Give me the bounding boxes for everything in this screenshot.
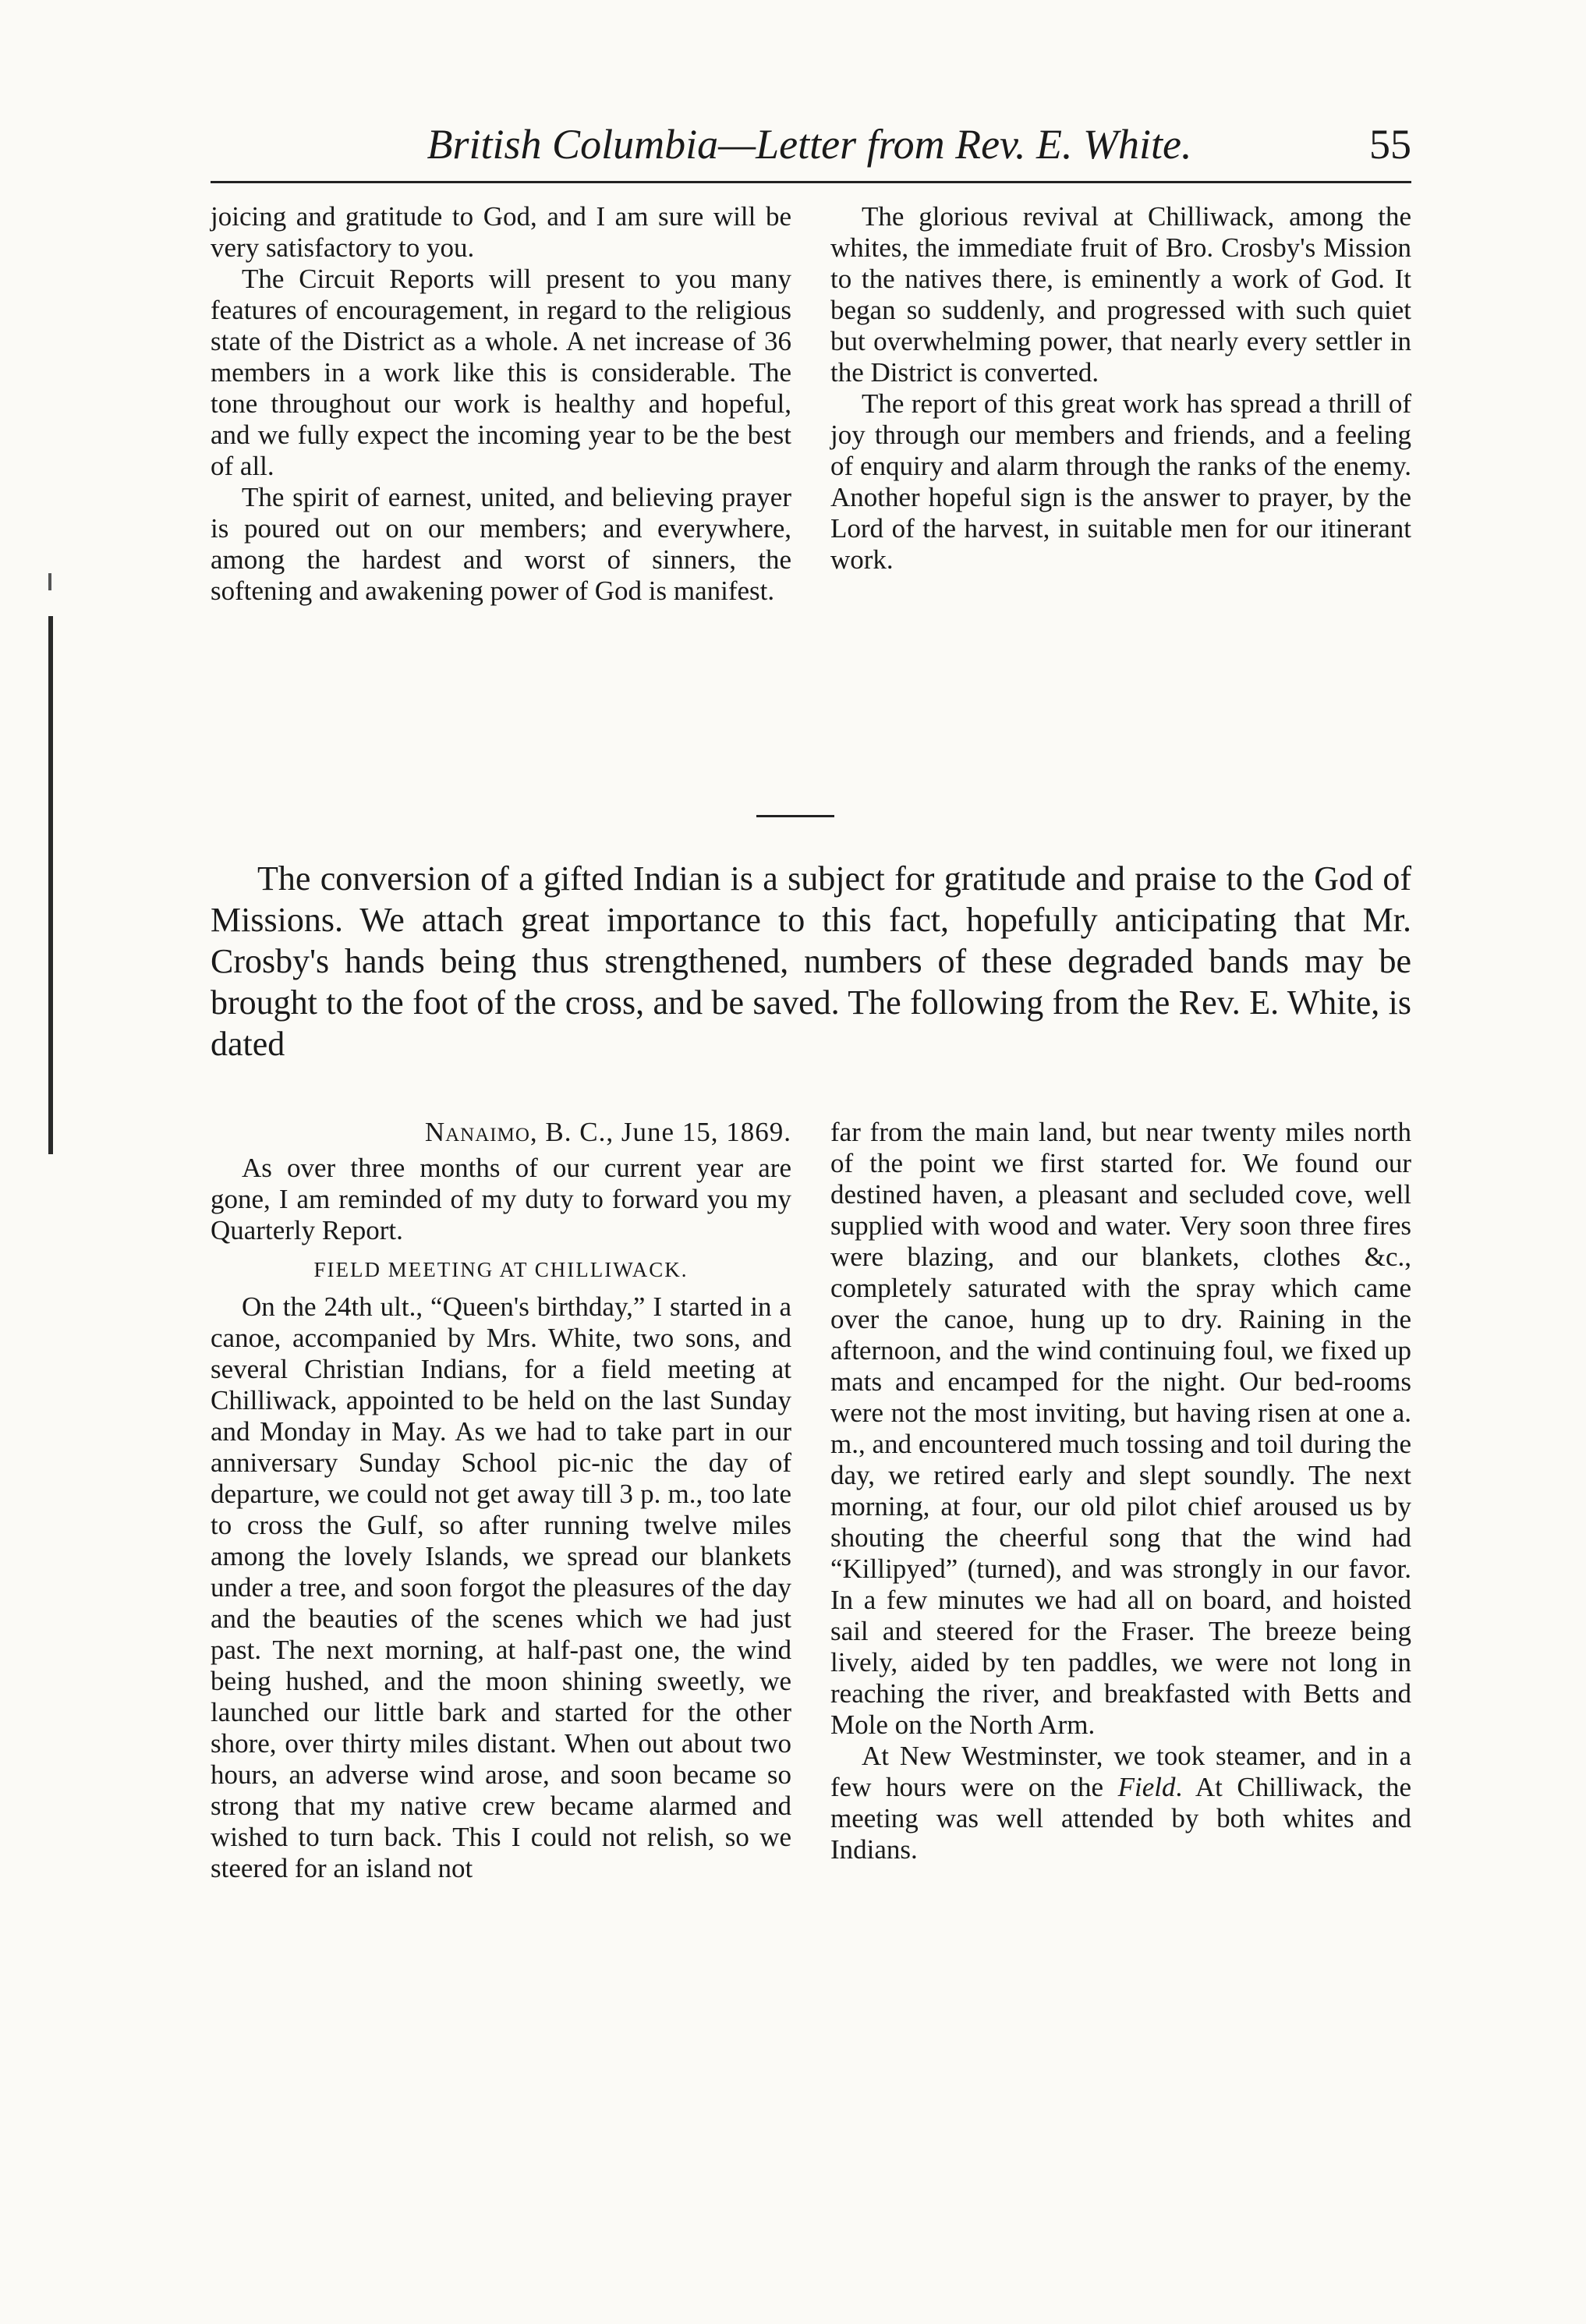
section-divider [756,815,834,817]
paragraph [830,1741,1411,1865]
paragraph: The report of this great work has spread a thrill of joy through our members and friends, and a feeling of enquiry and alarm through the ranks of the enemy. Another hopeful sign is the answer to prayer, by the Lord of the harvest, in suitable men for our itinerant work. [830,388,1411,575]
header-rule [211,181,1411,183]
paragraph: The spirit of earnest, united, and believing prayer is poured out on our members; and everywhere, among the hardest and worst of sinners, the softening and awakening power of God is manifest. [211,482,791,606]
paragraph: As over three months of our current year are gone, I am reminded of my duty to forward you my Quarterly Report. [211,1153,791,1245]
running-header [211,117,1411,172]
page-number: 55 [1369,121,1411,168]
letter-left-column [211,1117,791,1884]
margin-line [48,616,53,1154]
paragraph: far from the main land, but near twenty miles north of the point we first started for. We found our destined haven, a pleasant and secluded cove, well supplied with wood and water. Very soon three fires were blazing, and our blankets, clothes &c., completely saturated with the spray which came over the canoe, hung up to dry. Raining in the afternoon, and the wind continuing foul, we fixed up mats and encamped for the night. Our bed-rooms were not the most inviting, but having risen at one a. m., and encountered much tossing and toil during the day, we retired early and slept soundly. The next morning, at four, our old pilot chief aroused us by shouting the cheerful song that the wind had “Killipyed” (turned), and was strongly in our favor. In a few minutes we had all on board, and hoisted sail and steered for the Fraser. The breeze being lively, aided by ten paddles, we were not long in reaching the river, and breakfasted with Betts and Mole on the North Arm. [830,1117,1411,1740]
paragraph: On the 24th ult., “Queen's birthday,” I started in a canoe, accompanied by Mrs. White, two sons, and several Christian Indians, for a field meeting at Chilliwack, appointed to be held on the last Sunday and Monday in May. As we had to take part in our anniversary Sunday School pic-nic the day of departure, we could not get away till 3 p. m., too late to cross the Gulf, so after running twelve miles among the lovely Islands, we spread our blankets under a tree, and soon forgot the pleasures of the day and the beauties of the scenes which we had just past. The next morning, at half-past one, the wind being hushed, and the moon shining sweetly, we launched our little bark and started for the other shore, over thirty miles distant. When out about two hours, an adverse wind arose, and soon became so strong that my native crew became alarmed and wished to turn back. This I could not relish, so we steered for an island not [211,1291,791,1883]
top-right-column [830,201,1411,576]
paragraph: The Circuit Reports will present to you many features of encouragement, in regard to the religious state of the District as a whole. A net increase of 36 members in a work like this is considerable. The tone throughout our work is healthy and hopeful, and we fully expect the incoming year to be the best of all. [211,264,791,481]
text-run: . At Chilliwack, the meeting was well attended by both whites and Indians. [830,1772,1411,1865]
text-run: At New Westminster, we took steamer, and in a few hours were on the [830,1741,1411,1802]
editorial-introduction [211,858,1411,1065]
intro-paragraph: The conversion of a gifted Indian is a subject for gratitude and praise to the God of Missions. We attach great importance to this fact, hopefully anticipating that Mr. Crosby's hands being thus strengthened, numbers of these degraded bands may be brought to the foot of the cross, and be saved. The following from the Rev. E. White, is dated [211,859,1411,1063]
letter-dateline [211,1117,791,1148]
running-title: British Columbia—Letter from Rev. E. White. [427,121,1192,168]
dateline-date: , B. C., June 15, 1869. [529,1117,791,1147]
top-left-column [211,201,791,607]
margin-mark [48,573,51,590]
italic-text: Field [1117,1772,1176,1802]
paragraph: joicing and gratitude to God, and I am sure will be very satisfactory to you. [211,201,791,263]
section-subheading: FIELD MEETING AT CHILLIWACK. [313,1258,689,1281]
dateline-place: Nanaimo [424,1117,530,1147]
paragraph: The glorious revival at Chilliwack, among the whites, the immediate fruit of Bro. Crosby's Mission to the natives there, is eminently a work of God. It began so suddenly, and progressed with such quiet but overwhelming power, that nearly every settler in the District is converted. [830,201,1411,388]
letter-right-column [830,1117,1411,1865]
